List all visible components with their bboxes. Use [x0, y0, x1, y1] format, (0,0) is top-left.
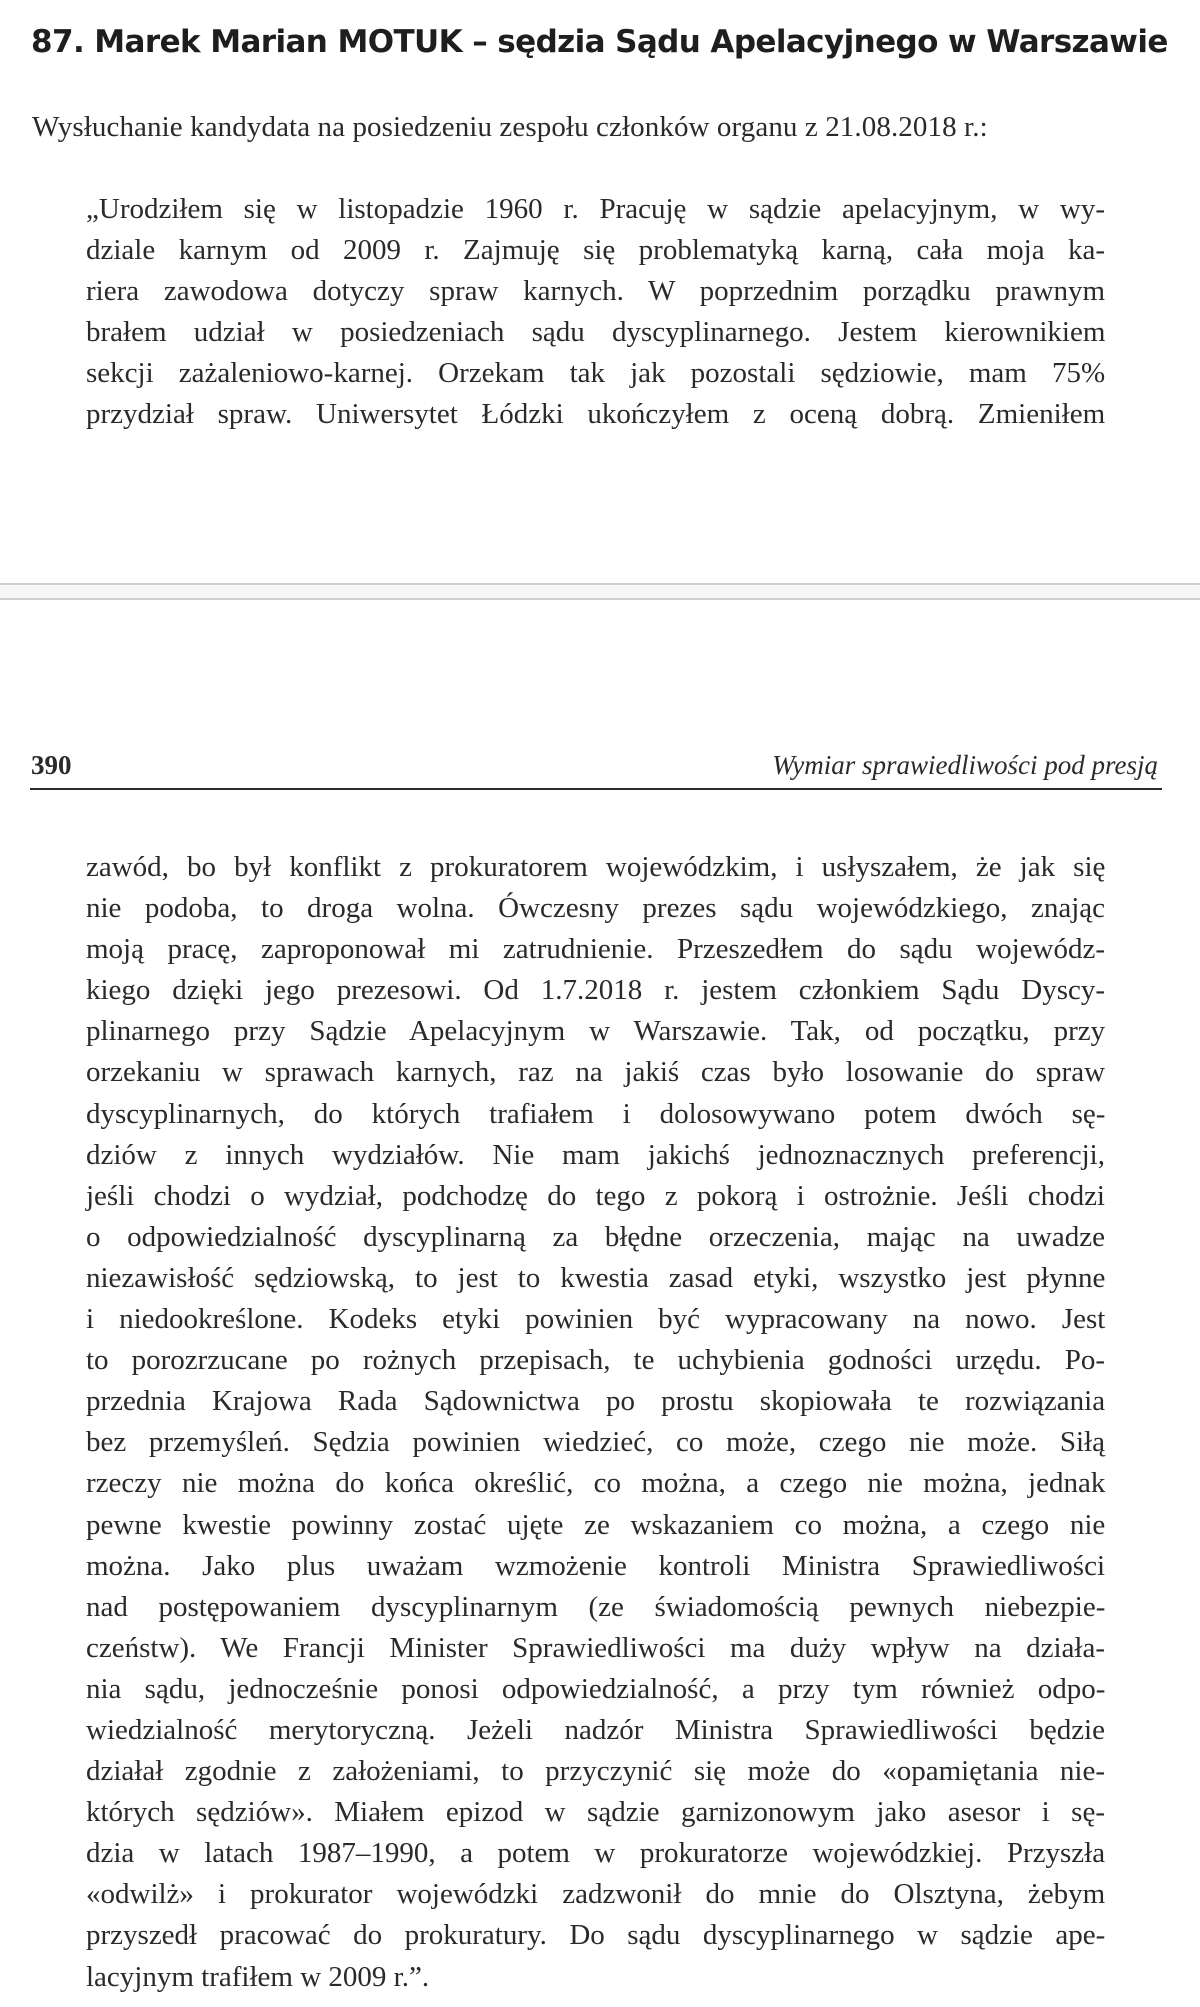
text-line: pewne kwestie powinny zostać ujęte ze wskazaniem co można, a czego nie [86, 1508, 1106, 1541]
text-line: których sędziów». Miałem epizod w sądzie garnizonowym jako asesor i sę- [86, 1796, 1105, 1829]
text-line: wiedzialność merytoryczną. Jeżeli nadzór Ministra Sprawiedliwości będzie [86, 1713, 1105, 1746]
text-line: „Urodziłem się w listopadzie 1960 r. Pracuję w sądzie apelacyjnym, w wy- [86, 193, 1105, 225]
text-line: dziale karnym od 2009 r. Zajmuję się problematyką karną, cała moja ka- [86, 234, 1105, 267]
text-line: bez przemyśleń. Sędzia powinien wiedzieć, co może, czego nie może. Siłą [86, 1426, 1105, 1459]
text-line: zawód, bo był konflikt z prokuratorem wojewódzkim, i usłyszałem, że jak się [86, 851, 1106, 883]
book-title: Wymiar sprawiedliwości pod presją [772, 750, 1158, 780]
page-separator [0, 583, 1200, 600]
text-line: czeństw). We Francji Minister Sprawiedliwości ma duży wpływ na działa- [86, 1631, 1105, 1664]
quote-paragraph [86, 189, 1105, 436]
text-line: przednia Krajowa Rada Sądownictwa po prostu skopiowała te rozwiązania [86, 1385, 1106, 1418]
text-line: sekcji zażaleniowo-karnej. Orzekam tak jak pozostali sędziowie, mam 75% [86, 357, 1106, 390]
section-heading: 87. Marek Marian MOTUK – sędzia Sądu Apelacyjnego w Warszawie [31, 24, 1168, 60]
text-line: nie podoba, to droga wolna. Ówczesny prezes sądu wojewódzkiego, znając [86, 892, 1105, 925]
text-line: jeśli chodzi o wydział, podchodzę do tego z pokorą i ostrożnie. Jeśli chodzi [86, 1179, 1105, 1212]
text-line: działał zgodnie z założeniami, to przyczynić się może do «opamiętania nie- [86, 1755, 1105, 1788]
text-line: rzeczy nie można do końca określić, co można, a czego nie można, jednak [86, 1467, 1106, 1500]
text-line: «odwilż» i prokurator wojewódzki zadzwonił do mnie do Olsztyna, żebym [86, 1878, 1106, 1911]
text-line: dyscyplinarnych, do których trafiałem i dolosowywano potem dwóch sę- [86, 1097, 1106, 1130]
body-paragraph [86, 847, 1105, 1998]
text-line: nad postępowaniem dyscyplinarnym (ze świadomością pewnych niebezpie- [86, 1590, 1106, 1623]
text-line: o odpowiedzialność dyscyplinarną za błędne orzeczenia, mając na uwadze [86, 1220, 1105, 1253]
text-line: dzia w latach 1987–1990, a potem w prokuratorze wojewódzkiej. Przyszła [86, 1837, 1106, 1870]
page-bottom [0, 600, 1200, 2007]
text-line: moją pracę, zaproponował mi zatrudnienie. Przeszedłem do sądu wojewódz- [86, 933, 1106, 966]
text-line: riera zawodowa dotyczy spraw karnych. W poprzednim porządku prawnym [86, 275, 1106, 308]
text-line: niezawisłość sędziowską, to jest to kwestia zasad etyki, wszystko jest płynne [86, 1261, 1106, 1294]
text-line: dziów z innych wydziałów. Nie mam jakichś jednoznacznych preferencji, [86, 1138, 1105, 1171]
text-line: lacyjnym trafiłem w 2009 r.”. [86, 1960, 430, 1993]
text-line: można. Jako plus uważam wzmożenie kontroli Ministra Sprawiedliwości [86, 1549, 1105, 1582]
hearing-subtitle: Wysłuchanie kandydata na posiedzeniu zespołu członków organu z 21.08.2018 r.: [32, 111, 988, 143]
text-line: i niedookreślone. Kodeks etyki powinien być wypracowany na nowo. Jest [86, 1303, 1106, 1336]
running-header [30, 750, 1162, 790]
text-line: kiego dzięki jego prezesowi. Od 1.7.2018 r. jestem członkiem Sądu Dyscy- [86, 974, 1106, 1007]
text-line: nia sądu, jednocześnie ponosi odpowiedzialność, a przy tym również odpo- [86, 1672, 1106, 1705]
text-line: plinarnego przy Sądzie Apelacyjnym w Warszawie. Tak, od początku, przy [86, 1015, 1106, 1048]
page-number: 390 [31, 750, 72, 780]
text-line: brałem udział w posiedzeniach sądu dyscyplinarnego. Jestem kierownikiem [86, 316, 1106, 349]
text-line: orzekaniu w sprawach karnych, raz na jakiś czas było losowanie do spraw [86, 1056, 1106, 1089]
text-line: to porozrzucane po rożnych przepisach, te uchybienia godności urzędu. Po- [86, 1344, 1105, 1377]
text-line: przyszedł pracować do prokuratury. Do sądu dyscyplinarnego w sądzie ape- [86, 1919, 1106, 1952]
text-line: przydział spraw. Uniwersytet Łódzki ukończyłem z oceną dobrą. Zmieniłem [86, 398, 1106, 431]
page-top [0, 0, 1200, 583]
